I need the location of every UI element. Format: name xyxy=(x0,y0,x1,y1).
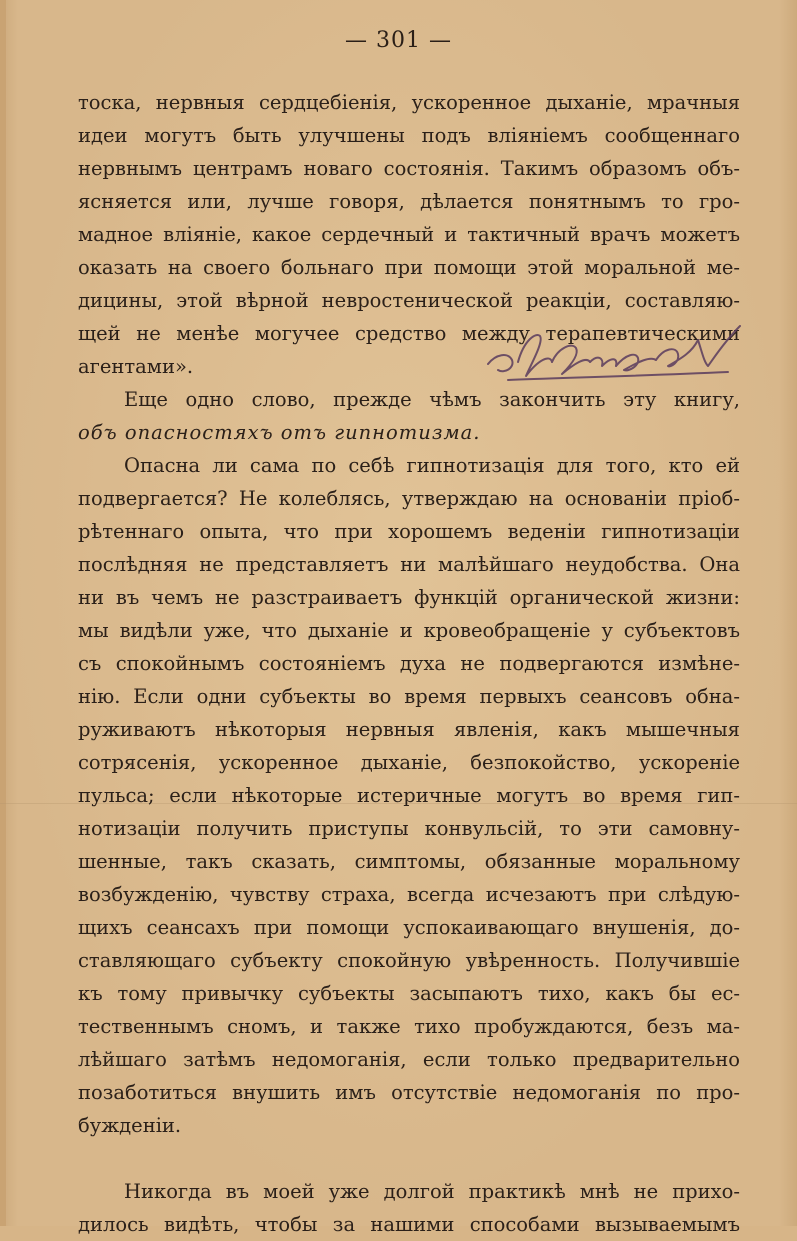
text-line: пульса; если нѣкоторые истеричные могутъ во время гип- xyxy=(78,784,740,807)
text-line: Еще одно слово, прежде чѣмъ закончить эту книгу, xyxy=(124,388,740,411)
text-line: тественнымъ сномъ, и также тихо пробуждаются, безъ ма- xyxy=(78,1015,740,1038)
text-line: агентами». xyxy=(78,355,194,378)
text-line: тоска, нервныя сердцебіенія, ускоренное дыханіе, мрачныя xyxy=(78,91,740,114)
text-line: нію. Если одни субъекты во время первыхъ сеансовъ обна- xyxy=(78,685,740,708)
text-line: нервнымъ центрамъ новаго состоянія. Такимъ образомъ объ- xyxy=(78,157,740,180)
text-line: оказать на своего больнаго при помощи этой моральной ме- xyxy=(78,256,740,279)
text-line: ставляющаго субъекту спокойную увѣренность. Получившіе xyxy=(78,949,740,972)
text-line: Никогда въ моей уже долгой практикѣ мнѣ не прихо- xyxy=(124,1180,740,1203)
text-line: дицины, этой вѣрной невростенической реакціи, составляю- xyxy=(78,289,740,312)
text-line: позаботиться внушить имъ отсутствіе недомоганія по про- xyxy=(78,1081,740,1104)
text-line: щей не менѣе могучее средство между терапевтическими xyxy=(78,322,740,345)
text-line: Опасна ли сама по себѣ гипнотизація для того, кто ей xyxy=(124,454,740,477)
text-line: рѣтеннаго опыта, что при хорошемъ веденіи гипнотизаціи xyxy=(78,520,740,543)
text-line: бужденіи. xyxy=(78,1114,182,1137)
text-line: шенные, такъ сказать, симптомы, обязанные моральному xyxy=(78,850,740,873)
text-line: возбужденію, чувству страха, всегда исчезаютъ при слѣдую- xyxy=(78,883,740,906)
handwritten-signature-icon xyxy=(478,318,768,408)
text-line: подвергается? Не колеблясь, утверждаю на основаніи пріоб- xyxy=(78,487,740,510)
text-line: руживаютъ нѣкоторыя нервныя явленія, какъ мышечныя xyxy=(78,718,740,741)
text-line: дилось видѣть, чтобы за нашими способами вызываемымъ xyxy=(78,1213,740,1236)
text-line: идеи могутъ быть улучшены подъ вліяніемъ сообщеннаго xyxy=(78,124,740,147)
text-line: мы видѣли уже, что дыханіе и кровеобращеніе у субъектовъ xyxy=(78,619,740,642)
page-edge xyxy=(0,0,6,1226)
text-line: щихъ сеансахъ при помощи успокаивающаго внушенія, до- xyxy=(78,916,740,939)
text-line: ни въ чемъ не разстраиваетъ функцій органической жизни: xyxy=(78,586,740,609)
text-line: лѣйшаго затѣмъ недомоганія, если только предварительно xyxy=(78,1048,740,1071)
text-line: мадное вліяніе, какое сердечный и тактичный врачъ можетъ xyxy=(78,223,740,246)
text-line: съ спокойнымъ состояніемъ духа не подвергаются измѣне- xyxy=(78,652,740,675)
text-line: послѣдняя не представляетъ ни малѣйшаго неудобства. Она xyxy=(78,553,740,576)
text-line: къ тому привычку субъекты засыпаютъ тихо, какъ бы ес- xyxy=(78,982,740,1005)
text-line: ясняется или, лучше говоря, дѣлается понятнымъ то гро- xyxy=(78,190,740,213)
text-line: объ опасностяхъ отъ гипнотизма. xyxy=(78,421,481,444)
text-line: сотрясенія, ускоренное дыханіе, безпокойство, ускореніе xyxy=(78,751,740,774)
text-line xyxy=(78,1142,740,1175)
page-number: — 301 — xyxy=(345,28,452,53)
text-line: нотизаціи получить приступы конвульсій, то эти самовну- xyxy=(78,817,740,840)
body-text xyxy=(78,86,740,1241)
